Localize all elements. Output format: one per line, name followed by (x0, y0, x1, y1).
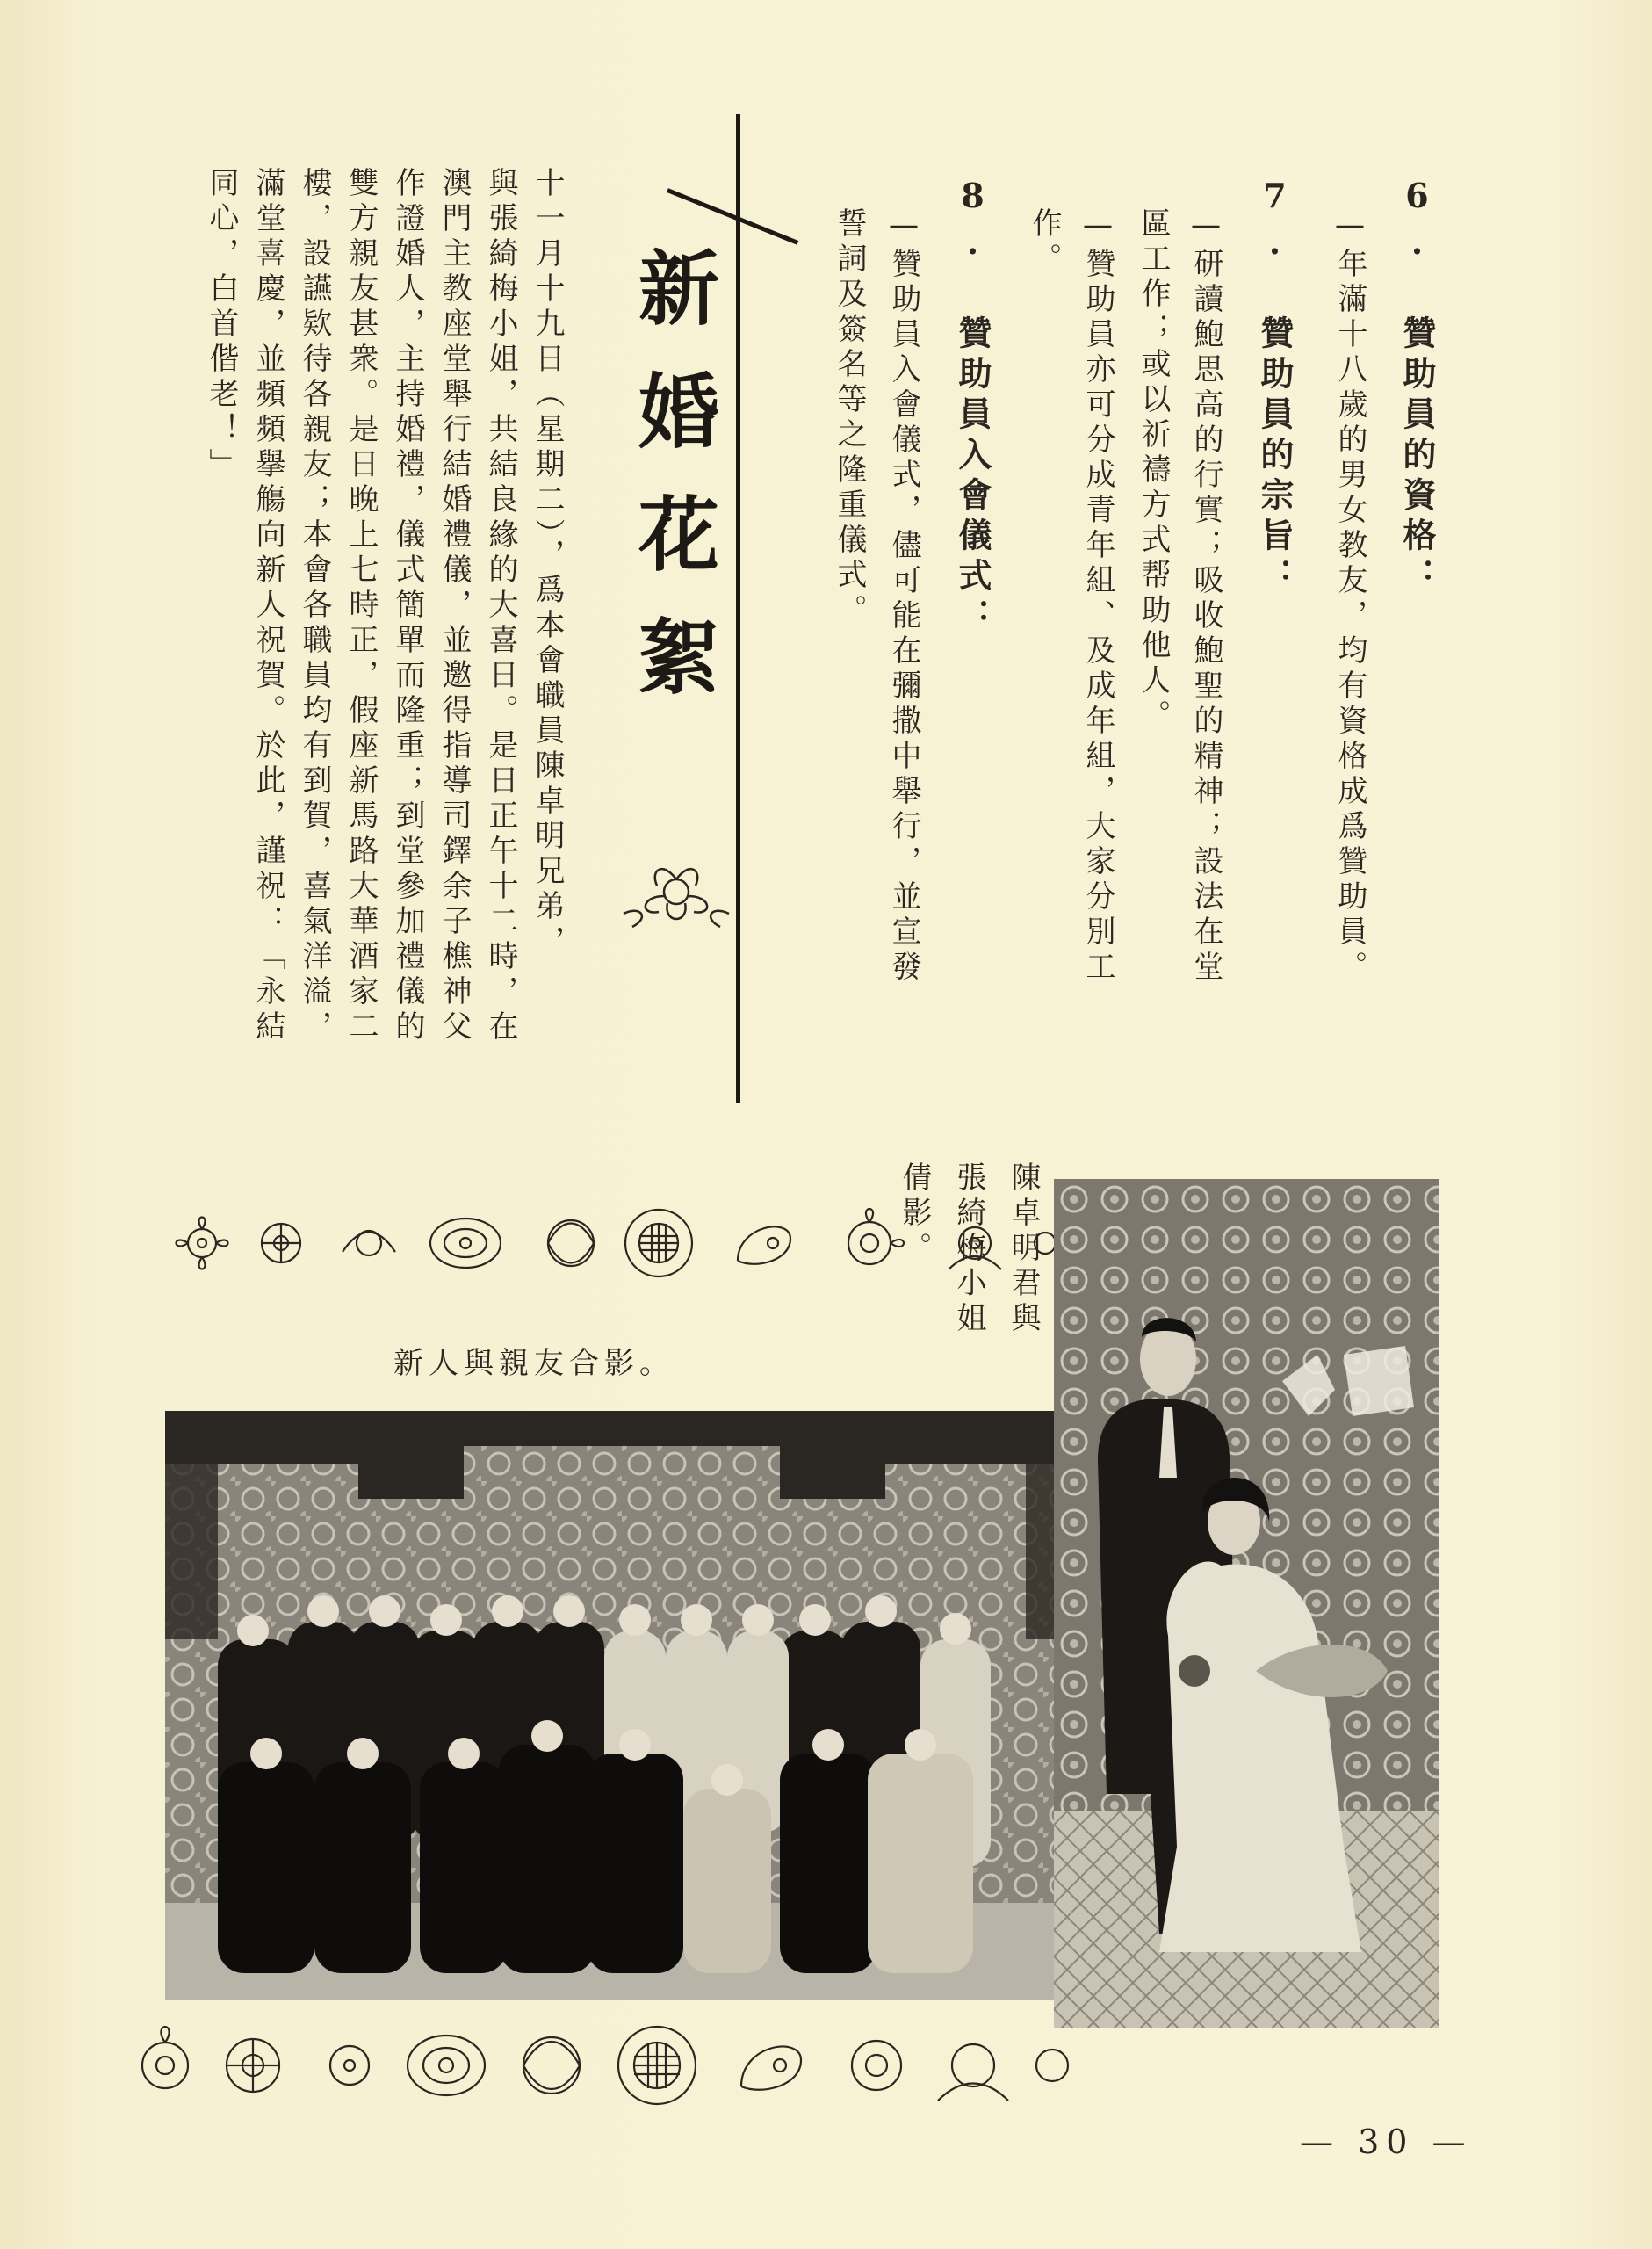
section8-line1: —贊助員入會儀式，儘可能在彌撒中舉行，並宣發 (886, 207, 921, 986)
article-line-1: 十一月十九日（星期二），爲本會職員陳卓明兄弟， (530, 167, 565, 960)
section7-line1: —研讀鮑思高的行實；吸收鮑聖的精神；設法在堂 (1188, 207, 1223, 986)
section8-heading: 8. 贊助員入會儀式： (953, 176, 992, 639)
article-line-4: 作證婚人，主持婚禮，儀式簡單而隆重；到堂參加禮儀的 (390, 167, 425, 1045)
section7-line2: 區工作；或以祈禱方式帮助他人。 (1136, 207, 1171, 734)
section6-heading: 6. 贊助員的資格： (1397, 176, 1437, 598)
couple-caption-line-2: 張綺梅小姐 (951, 1161, 986, 1337)
floral-border-top (167, 1195, 1080, 1291)
cross-divider-vertical (736, 114, 740, 1103)
article-line-5: 雙方親友甚衆。是日晚上七時正，假座新馬路大華酒家二 (343, 167, 379, 1045)
section6-body: —年滿十八歲的男女教友，均有資格成爲贊助員。 (1332, 207, 1367, 986)
flower-ornament-icon (615, 843, 738, 940)
cross-divider-bar (667, 188, 798, 245)
page-number: — 30 — (1300, 2122, 1473, 2161)
section8-line2: 誓詞及簽名等之隆重儀式。 (832, 207, 867, 629)
group-photo (165, 1411, 1078, 2000)
couple-photo (1054, 1179, 1439, 2028)
article-line-8: 同心，白首偕老！」 (204, 167, 239, 483)
group-photo-caption: 新人與親友合影。 (393, 1346, 675, 1381)
article-title: 新婚花絮 (625, 246, 720, 738)
article-line-2: 與張綺梅小姐，共結良緣的大喜日。是日正午十二時，在 (483, 167, 518, 1045)
floral-border-bottom (121, 2008, 1087, 2122)
couple-caption-line-3: 倩影。 (897, 1161, 932, 1267)
article-line-7: 滿堂喜慶，並頻頻擧觴向新人祝賀。於此，謹祝：「永結 (250, 167, 285, 1045)
article-line-3: 澳門主教座堂舉行結婚禮儀，並邀得指導司鐸余子樵神父 (436, 167, 472, 1045)
section7-heading: 7. 贊助員的宗旨： (1255, 176, 1295, 598)
section7-line3: —贊助員亦可分成青年組、及成年組，大家分別工 (1080, 207, 1115, 986)
section7-line4: 作。 (1027, 207, 1062, 278)
article-line-6: 樓，設讌欵待各親友；本會各職員均有到賀，喜氣洋溢， (297, 167, 332, 1045)
couple-caption-line-1: 陳卓明君與 (1006, 1161, 1041, 1337)
